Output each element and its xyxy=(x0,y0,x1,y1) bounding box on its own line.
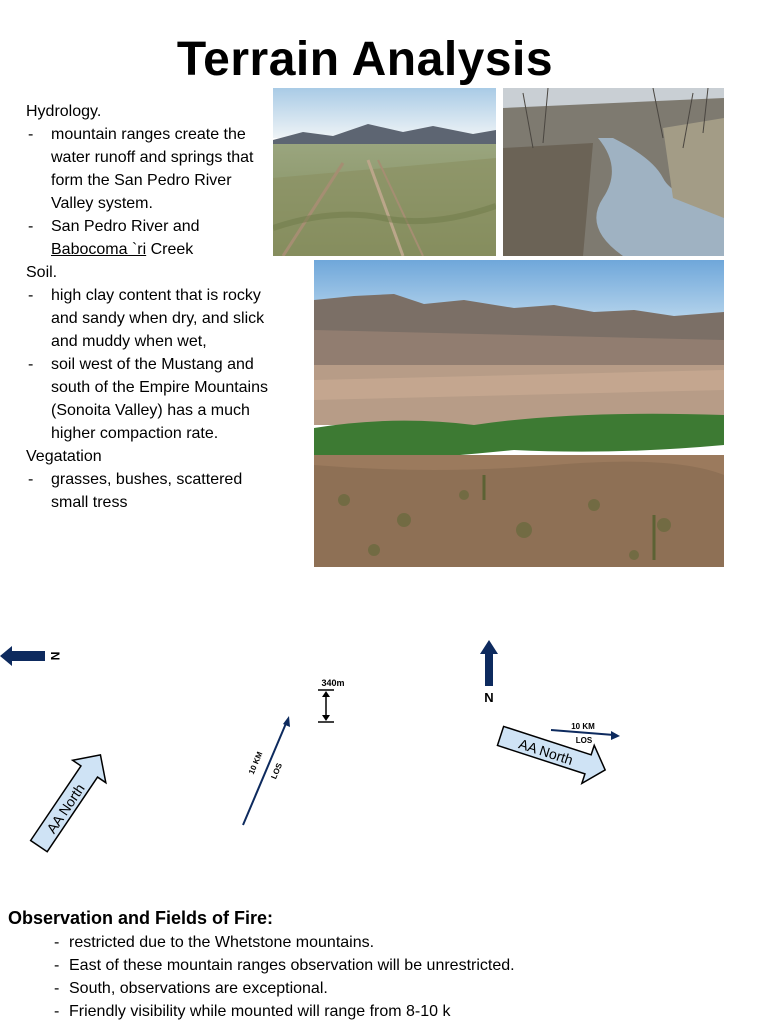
aa-north-label-right: AA North xyxy=(516,735,576,768)
observation-list xyxy=(8,931,748,1023)
los-label-right: LOS xyxy=(575,736,593,745)
list-item: - restricted due to the Whetstone mountains. xyxy=(54,931,748,954)
elevation-down-arrow-icon xyxy=(322,715,330,721)
list-item: - soil west of the Mustang and south of the Empire Mountains (Sonoita Valley) has a much higher compaction rate. xyxy=(26,353,276,445)
aa-north-label-left: AA North xyxy=(43,780,88,837)
los-arrowhead-left-icon xyxy=(283,716,290,727)
list-item: - East of these mountain ranges observation will be unrestricted. xyxy=(54,954,748,977)
observation-heading: Observation and Fields of Fire: xyxy=(8,908,274,928)
list-item: - mountain ranges create the water runoff and springs that form the San Pedro River Valley system. xyxy=(26,123,276,215)
page-title: Terrain Analysis xyxy=(176,33,554,86)
hydrology-heading: Hydrology. xyxy=(26,103,102,120)
observation-section xyxy=(8,908,748,1023)
los-arrowhead-right-icon xyxy=(611,731,620,740)
list-item-tail: Creek xyxy=(146,241,194,258)
north-arrow-left-icon xyxy=(0,646,45,666)
soil-heading: Soil. xyxy=(26,264,58,281)
list-item: - high clay content that is rocky and sandy when dry, and slick and muddy when wet, xyxy=(26,284,276,353)
north-label-left: N xyxy=(48,651,62,661)
elevation-up-arrow-icon xyxy=(322,691,330,697)
north-label-right: N xyxy=(484,690,494,705)
creek-name: Babocoma `ri xyxy=(51,241,147,258)
list-item: - grasses, bushes, scattered small tress xyxy=(26,468,276,514)
aa-north-arrow-left xyxy=(22,744,117,858)
list-item: - South, observations are exceptional. xyxy=(54,977,748,1000)
vegetation-heading: Vegatation xyxy=(26,448,102,465)
los-distance-right: 10 KM xyxy=(571,722,595,731)
list-item-text: San Pedro River and xyxy=(51,218,200,235)
los-distance-left: 10 KM xyxy=(246,750,265,776)
list-item: - Friendly visibility while mounted will range from 8-10 k xyxy=(54,1000,748,1023)
los-label-left: LOS xyxy=(269,761,285,781)
elevation-label: 340m xyxy=(321,678,345,688)
north-arrow-right-icon xyxy=(480,640,498,686)
